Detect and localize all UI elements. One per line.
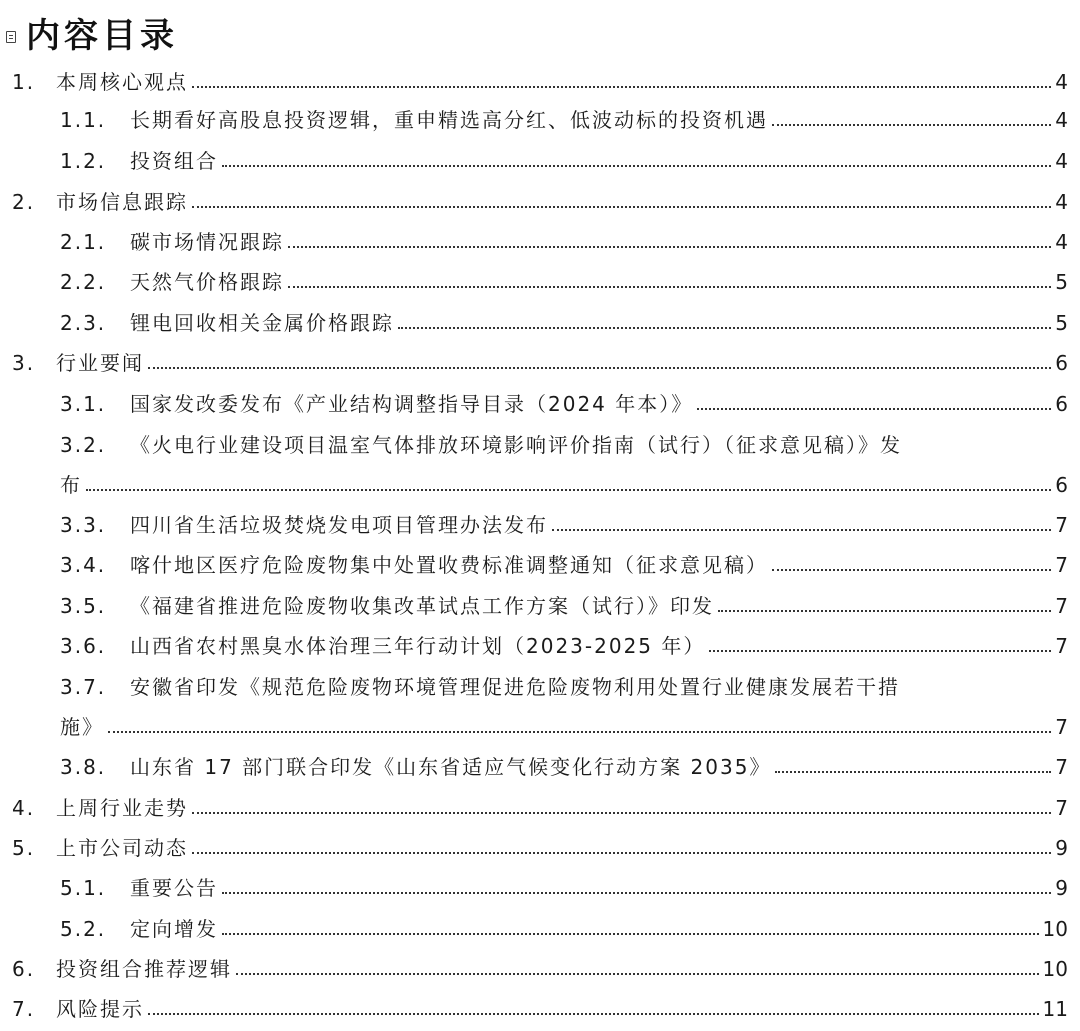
toc-leader xyxy=(222,933,1039,935)
page-title: 内容目录 xyxy=(26,15,178,56)
toc-number: 3.8. xyxy=(60,755,107,779)
toc-number: 5.1. xyxy=(60,876,107,900)
toc-leader xyxy=(709,650,1051,652)
toc-number: 1.2. xyxy=(60,149,107,173)
toc-page: 7 xyxy=(1055,634,1068,658)
toc-number: 6. xyxy=(12,957,36,981)
toc-leader xyxy=(192,812,1051,814)
toc-page: 7 xyxy=(1055,513,1068,537)
toc-title: 风险提示 xyxy=(56,997,144,1021)
toc-entry-3-7[interactable] xyxy=(60,674,900,700)
toc-leader xyxy=(718,610,1051,612)
toc-leader xyxy=(148,367,1051,369)
toc-number: 3.3. xyxy=(60,513,107,537)
toc-page: 5 xyxy=(1055,311,1068,335)
toc-leader xyxy=(86,489,1051,491)
toc-entry-2-1[interactable] xyxy=(60,229,1068,255)
toc-entry-4[interactable] xyxy=(12,795,1068,821)
toc-number: 2. xyxy=(12,190,36,214)
toc-entry-3-2-cont[interactable] xyxy=(60,472,1068,498)
toc-number: 3. xyxy=(12,351,36,375)
toc-number: 5.2. xyxy=(60,917,107,941)
toc-entry-3-1[interactable] xyxy=(60,391,1068,417)
toc-title-cont: 施》 xyxy=(60,715,104,739)
document-icon xyxy=(6,31,16,43)
toc-entry-3[interactable] xyxy=(12,350,1068,376)
toc-number: 1.1. xyxy=(60,108,107,132)
toc-title: 长期看好高股息投资逻辑，重申精选高分红、低波动标的投资机遇 xyxy=(130,108,768,132)
toc-title: 上周行业走势 xyxy=(56,796,188,820)
toc-title: 山东省 17 部门联合印发《山东省适应气候变化行动方案 2035》 xyxy=(130,755,772,779)
toc-page: 7 xyxy=(1055,796,1068,820)
toc-number: 3.6. xyxy=(60,634,107,658)
toc-leader xyxy=(398,327,1051,329)
toc-leader xyxy=(288,286,1051,288)
toc-leader xyxy=(192,852,1051,854)
toc-page: 6 xyxy=(1055,351,1068,375)
toc-page: 7 xyxy=(1055,715,1068,739)
toc-entry-5[interactable] xyxy=(12,835,1068,861)
toc-leader xyxy=(288,246,1051,248)
toc-page: 7 xyxy=(1055,594,1068,618)
toc-title: 投资组合 xyxy=(130,149,218,173)
toc-leader xyxy=(222,892,1051,894)
toc-leader xyxy=(772,569,1051,571)
toc-title: 投资组合推荐逻辑 xyxy=(56,957,232,981)
toc-title: 山西省农村黑臭水体治理三年行动计划（2023-2025 年） xyxy=(130,634,706,658)
toc-entry-1[interactable] xyxy=(12,69,1068,95)
toc-page: 7 xyxy=(1055,553,1068,577)
toc-title: 行业要闻 xyxy=(56,351,144,375)
toc-number: 7. xyxy=(12,997,36,1021)
toc-leader xyxy=(148,1013,1039,1015)
toc-entry-3-2[interactable] xyxy=(60,432,902,458)
toc-number: 3.1. xyxy=(60,392,107,416)
toc-title: 天然气价格跟踪 xyxy=(130,270,284,294)
toc-leader xyxy=(108,731,1051,733)
toc-title-cont: 布 xyxy=(60,473,82,497)
toc-entry-7[interactable] xyxy=(12,996,1068,1022)
toc-leader xyxy=(552,529,1051,531)
toc-entry-3-3[interactable] xyxy=(60,512,1068,538)
toc-title: 四川省生活垃圾焚烧发电项目管理办法发布 xyxy=(130,513,548,537)
toc-number: 5. xyxy=(12,836,36,860)
toc-title: 重要公告 xyxy=(130,876,218,900)
toc-title: 国家发改委发布《产业结构调整指导目录（2024 年本）》 xyxy=(130,392,694,416)
toc-page: 6 xyxy=(1055,392,1068,416)
toc-leader xyxy=(775,771,1051,773)
toc-leader xyxy=(697,408,1051,410)
toc-page: 5 xyxy=(1055,270,1068,294)
toc-leader xyxy=(192,206,1051,208)
toc-page: 4 xyxy=(1055,149,1068,173)
toc-entry-1-2[interactable] xyxy=(60,148,1068,174)
toc-number: 3.5. xyxy=(60,594,107,618)
toc-entry-3-5[interactable] xyxy=(60,593,1068,619)
toc-page: 4 xyxy=(1055,108,1068,132)
toc-header xyxy=(6,8,178,56)
toc-entry-2-3[interactable] xyxy=(60,310,1068,336)
toc-page: 9 xyxy=(1055,836,1068,860)
toc-entry-5-2[interactable] xyxy=(60,916,1068,942)
toc-page: 4 xyxy=(1055,230,1068,254)
toc-page: 11 xyxy=(1042,997,1068,1021)
toc-page: 10 xyxy=(1042,917,1068,941)
toc-leader xyxy=(222,165,1051,167)
toc-title: 《福建省推进危险废物收集改革试点工作方案（试行）》印发 xyxy=(130,594,714,618)
toc-number: 1. xyxy=(12,70,36,94)
toc-title: 碳市场情况跟踪 xyxy=(130,230,284,254)
toc-number: 3.7. xyxy=(60,675,107,699)
toc-entry-3-8[interactable] xyxy=(60,754,1068,780)
toc-entry-3-6[interactable] xyxy=(60,633,1068,659)
toc-title: 市场信息跟踪 xyxy=(56,190,188,214)
toc-page: 6 xyxy=(1055,473,1068,497)
toc-leader xyxy=(192,86,1051,88)
toc-leader xyxy=(236,973,1039,975)
toc-title: 定向增发 xyxy=(130,917,218,941)
toc-number: 2.2. xyxy=(60,270,107,294)
toc-entry-3-7-cont[interactable] xyxy=(60,714,1068,740)
toc-title: 上市公司动态 xyxy=(56,836,188,860)
toc-entry-3-4[interactable] xyxy=(60,552,1068,578)
toc-number: 3.2. xyxy=(60,433,107,457)
toc-entry-6[interactable] xyxy=(12,956,1068,982)
toc-entry-5-1[interactable] xyxy=(60,875,1068,901)
toc-page: 9 xyxy=(1055,876,1068,900)
toc-page: 10 xyxy=(1042,957,1068,981)
toc-page: 4 xyxy=(1055,70,1068,94)
toc-number: 2.1. xyxy=(60,230,107,254)
toc-title: 锂电回收相关金属价格跟踪 xyxy=(130,311,394,335)
toc-number: 3.4. xyxy=(60,553,107,577)
toc-number: 4. xyxy=(12,796,36,820)
toc-number: 2.3. xyxy=(60,311,107,335)
toc-title: 喀什地区医疗危险废物集中处置收费标准调整通知（征求意见稿） xyxy=(130,553,768,577)
toc-title: 《火电行业建设项目温室气体排放环境影响评价指南（试行）（征求意见稿）》发 xyxy=(130,433,902,457)
toc-title: 本周核心观点 xyxy=(56,70,188,94)
toc-entry-2-2[interactable] xyxy=(60,269,1068,295)
toc-page: 4 xyxy=(1055,190,1068,214)
toc-title: 安徽省印发《规范危险废物环境管理促进危险废物利用处置行业健康发展若干措 xyxy=(130,675,900,699)
toc-leader xyxy=(772,124,1051,126)
toc-entry-1-1[interactable] xyxy=(60,107,1068,133)
toc-page: 7 xyxy=(1055,755,1068,779)
toc-entry-2[interactable] xyxy=(12,189,1068,215)
